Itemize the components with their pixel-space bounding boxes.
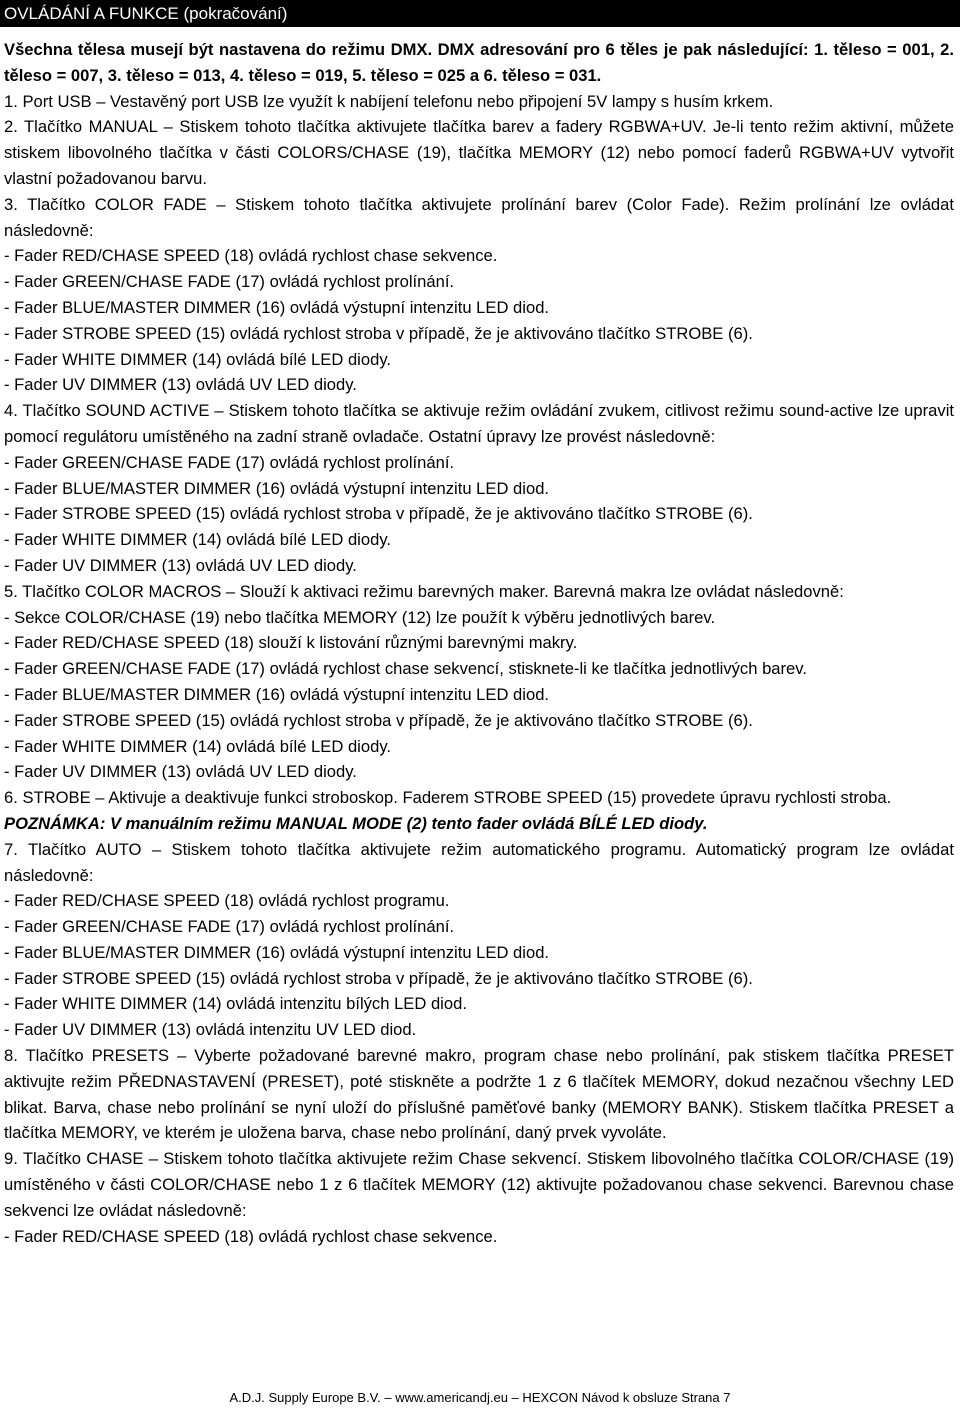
- list-item: - Fader UV DIMMER (13) ovládá UV LED diody.: [4, 375, 357, 395]
- list-item: - Fader WHITE DIMMER (14) ovládá intenzitu bílých LED diod.: [4, 994, 467, 1014]
- note-paragraph: POZNÁMKA: V manuálním režimu MANUAL MODE (2) tento fader ovládá BÍLÉ LED diody.: [4, 813, 708, 833]
- list-item: - Fader BLUE/MASTER DIMMER (16) ovládá výstupní intenzitu LED diod.: [4, 684, 550, 704]
- list-item: - Fader GREEN/CHASE FADE (17) ovládá rychlost prolínání.: [4, 452, 455, 472]
- list-item: - Fader RED/CHASE SPEED (18) ovládá rychlost chase sekvence.: [4, 1226, 498, 1246]
- list-item: - Fader STROBE SPEED (15) ovládá rychlost stroba v případě, že je aktivováno tlačítko STROBE (6).: [4, 968, 753, 988]
- list-item: - Fader UV DIMMER (13) ovládá intenzitu UV LED diod.: [4, 1020, 417, 1040]
- list-item: - Fader BLUE/MASTER DIMMER (16) ovládá výstupní intenzitu LED diod.: [4, 297, 550, 317]
- item-4-lead: 4. Tlačítko SOUND ACTIVE – Stiskem tohoto tlačítka se aktivuje režim ovládání zvukem, citlivost režimu sound-active lze upravit pomocí regulátoru umístěného na zadní straně ovladače.: [4, 401, 954, 446]
- list-item: - Fader WHITE DIMMER (14) ovládá bílé LED diody.: [4, 530, 391, 550]
- section-header: [0, 0, 960, 27]
- list-item: - Fader BLUE/MASTER DIMMER (16) ovládá výstupní intenzitu LED diod.: [4, 478, 550, 498]
- item-2-body: Je-li tento režim aktivní, můžete stiskem libovolného tlačítka v části COLORS/CHASE (19), tlačítka MEMORY (12) nebo pomocí faderů RGBWA+UV vytvořit vlastní požadovanou barvu.: [4, 117, 954, 188]
- list-item: - Sekce COLOR/CHASE (19) nebo tlačítka MEMORY (12) lze použít k výběru jednotlivých barev.: [4, 607, 716, 627]
- section-title: OVLÁDÁNÍ A FUNKCE (pokračování): [4, 4, 288, 23]
- list-item: - Fader UV DIMMER (13) ovládá UV LED diody.: [4, 555, 357, 575]
- item-8-presets: [4, 1043, 954, 1146]
- item-8-lead: 8. Tlačítko PRESETS – Vyberte požadované barevné makro, program chase nebo prolínání, pak stiskem tlačítka PRESET aktivujte režim PŘEDNASTAVENÍ (PRESET), poté stiskněte a podržte 1 z 6 tlačítek MEMORY, dokud nezačnou všechny LED blikat.: [4, 1046, 954, 1117]
- item-4-sound-active: [4, 398, 954, 450]
- item-7-body: Automatický program lze ovládat následovně:: [4, 839, 954, 885]
- item-3-lead: 3. Tlačítko COLOR FADE – Stiskem tohoto tlačítka aktivujete prolínání barev (Color Fade).: [4, 194, 730, 214]
- item-8-body: Barva, chase nebo prolínání se nyní uloží do příslušné paměťové banky (MEMORY BANK). Stiskem tlačítka PRESET a tlačítka MEMORY, ve kterém je uložena barva, chase nebo prolínání, daný prvek vyvoláte.: [4, 1097, 954, 1143]
- list-item: - Fader GREEN/CHASE FADE (17) ovládá rychlost chase sekvencí, stisknete-li ke tlačítka jednotlivých barev.: [4, 659, 807, 679]
- item-9-chase: [4, 1146, 954, 1223]
- item-7-lead: 7. Tlačítko AUTO – Stiskem tohoto tlačítka aktivujete režim automatického programu.: [4, 839, 687, 859]
- item-1-usb-port: 1. Port USB – Vestavěný port USB lze využít k nabíjení telefonu nebo připojení 5V lampy s husím krkem.: [4, 91, 774, 111]
- item-5-body: Barevná makra lze ovládat následovně:: [548, 581, 844, 601]
- item-3-color-fade: [4, 192, 954, 244]
- item-4-body: Ostatní úpravy lze provést následovně:: [423, 426, 716, 446]
- list-item: - Fader GREEN/CHASE FADE (17) ovládá rychlost prolínání.: [4, 272, 455, 292]
- list-item: - Fader RED/CHASE SPEED (18) ovládá rychlost chase sekvence.: [4, 246, 498, 266]
- item-9-lead: 9. Tlačítko CHASE – Stiskem tohoto tlačítka aktivujete režim Chase sekvencí.: [4, 1149, 582, 1169]
- list-item: - Fader WHITE DIMMER (14) ovládá bílé LED diody.: [4, 349, 391, 369]
- item-9-body: Stiskem libovolného tlačítka COLOR/CHASE (19) umístěného v části COLOR/CHASE nebo 1 z 6 tlačítek MEMORY (12) aktivujte požadovanou chase sekvenci. Barevnou chase sekvenci lze ovládat následovně:: [4, 1149, 954, 1220]
- item-2-lead: 2. Tlačítko MANUAL – Stiskem tohoto tlačítka aktivujete tlačítka barev a fadery RGBWA+UV.: [4, 117, 707, 137]
- item-6-lead: 6. STROBE – Aktivuje a deaktivuje funkci stroboskop.: [4, 788, 398, 808]
- item-7-auto: [4, 837, 954, 889]
- document-body: [4, 37, 954, 1249]
- list-item: - Fader UV DIMMER (13) ovládá UV LED diody.: [4, 762, 357, 782]
- intro-paragraph: Všechna tělesa musejí být nastavena do režimu DMX. DMX adresování pro 6 těles je pak následující: 1. těleso = 001, 2. těleso = 007, 3. těleso = 013, 4. těleso = 019, 5. těleso = 025 a 6. těleso = 031.: [4, 40, 954, 85]
- list-item: - Fader STROBE SPEED (15) ovládá rychlost stroba v případě, že je aktivováno tlačítko STROBE (6).: [4, 323, 753, 343]
- item-2-manual: [4, 114, 954, 191]
- list-item: - Fader STROBE SPEED (15) ovládá rychlost stroba v případě, že je aktivováno tlačítko STROBE (6).: [4, 710, 753, 730]
- list-item: - Fader WHITE DIMMER (14) ovládá bílé LED diody.: [4, 736, 391, 756]
- list-item: - Fader GREEN/CHASE FADE (17) ovládá rychlost prolínání.: [4, 917, 455, 937]
- item-3-body: Režim prolínání lze ovládat následovně:: [4, 194, 954, 240]
- item-5-lead: 5. Tlačítko COLOR MACROS – Slouží k aktivaci režimu barevných maker.: [4, 581, 549, 601]
- list-item: - Fader RED/CHASE SPEED (18) slouží k listování různými barevnými makry.: [4, 633, 578, 653]
- footer-text: A.D.J. Supply Europe B.V. – www.americandj.eu – HEXCON Návod k obsluze Strana 7: [229, 1390, 731, 1405]
- list-item: - Fader BLUE/MASTER DIMMER (16) ovládá výstupní intenzitu LED diod.: [4, 942, 550, 962]
- list-item: - Fader RED/CHASE SPEED (18) ovládá rychlost programu.: [4, 891, 450, 911]
- page-footer: [0, 1390, 960, 1406]
- item-6-strobe: [4, 785, 954, 811]
- item-6-body: Faderem STROBE SPEED (15) provedete úpravu rychlosti stroba.: [397, 788, 892, 808]
- item-5-color-macros: [4, 579, 954, 605]
- list-item: - Fader STROBE SPEED (15) ovládá rychlost stroba v případě, že je aktivováno tlačítko STROBE (6).: [4, 504, 753, 524]
